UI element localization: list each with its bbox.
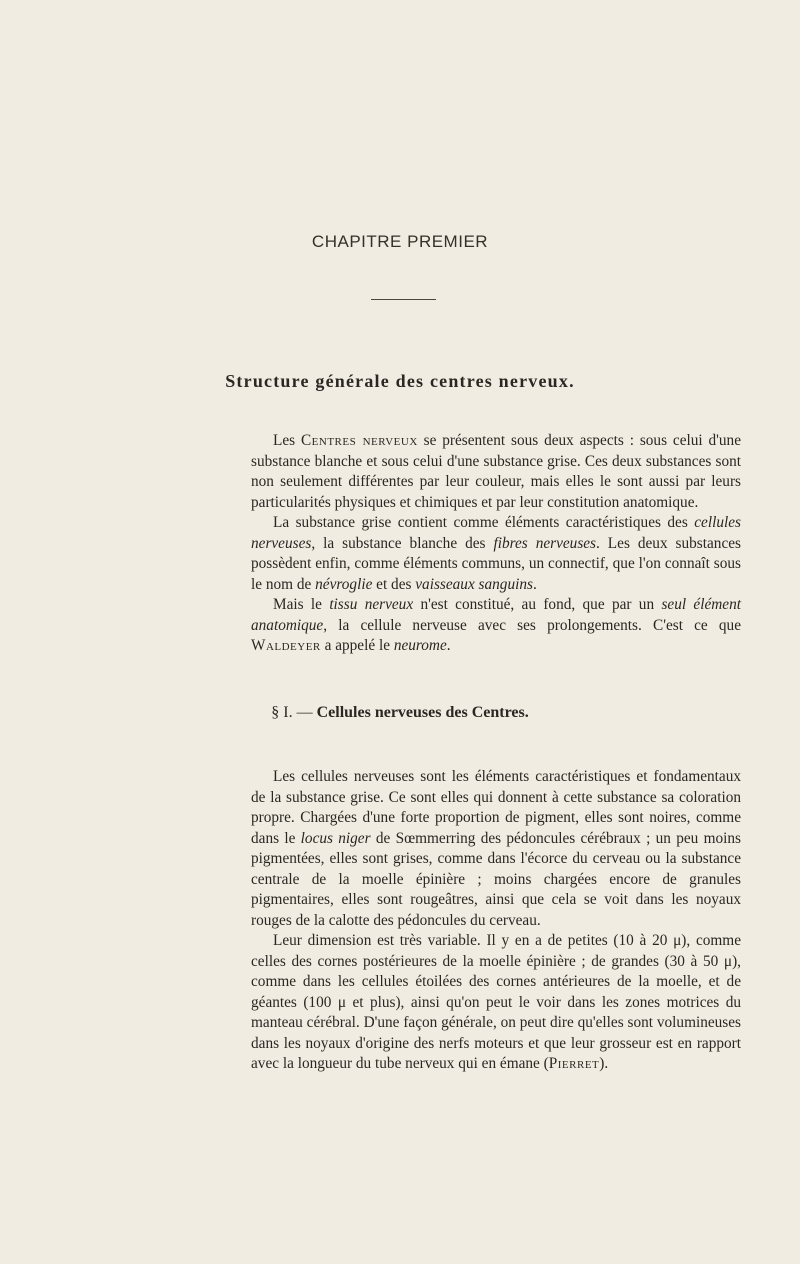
p1-smallcaps: Centres nerveux xyxy=(300,432,418,449)
p2-text-c: , la substance blanche des xyxy=(311,534,494,552)
p4-text: Les cellules nerveuses sont les éléments caractéristiques et fondamentaux de la substance grise. Ce sont elles qui donnent à cette substance sa coloration propre. Chargées d'une forte proportion de pigment, elles sont noires, comme dans le xyxy=(251,768,741,847)
section-title: Structure générale des centres nerveux. xyxy=(225,371,575,391)
p2-italic-h: vaisseaux sanguins xyxy=(415,575,533,593)
p3-text-a: Mais le xyxy=(273,596,330,613)
chapter-heading: CHAPITRE PREMIER xyxy=(311,232,489,251)
p2-italic-b: cellules nerveuses xyxy=(251,514,741,552)
p2-text-a: La substance grise contient comme éléments caractéristiques des xyxy=(273,514,695,531)
paragraph-5 xyxy=(251,931,741,1075)
p2-text-g: et des xyxy=(372,575,416,593)
p3-italic-d: seul élément anatomique xyxy=(251,596,741,634)
p2-text-e: . Les deux substances possèdent enfin, comme éléments communs, un connectif, que l'on connaît sous le nom de xyxy=(251,534,741,593)
p3-text-e: , la cellule nerveuse avec ses prolongements. C'est ce que xyxy=(323,616,741,634)
cells-text xyxy=(251,767,741,1075)
p3-italic-b: tissu nerveux xyxy=(329,596,414,613)
p4-italic: locus niger xyxy=(300,829,371,847)
section-prefix: § I. — xyxy=(271,704,317,721)
section-subtitle: Cellules nerveuses des Centres. xyxy=(316,704,529,721)
p3-italic-h: neurome xyxy=(393,637,447,654)
section-heading xyxy=(0,704,800,722)
heading-divider xyxy=(371,299,436,300)
paragraph-4 xyxy=(251,767,741,931)
p2-italic-d: fibres nerveuses xyxy=(493,534,597,552)
p3-smallcaps-f: Waldeyer xyxy=(251,637,321,654)
paragraph-3 xyxy=(251,595,741,657)
paragraph-1 xyxy=(251,431,741,513)
p2-text-i: . xyxy=(532,575,537,593)
p5-smallcaps-b: Pierret xyxy=(548,1055,600,1072)
p1-text-c: se présentent sous deux aspects : sous celui d'une substance blanche et sous celui d'une substance grise. Ces deux substances sont non seulement différentes par leur couleur, mais elles le sont aussi par leurs particularités physiques et chimiques et par leur constitution anatomique. xyxy=(251,432,741,511)
p4-text-rest: de Sœmmerring des pédoncules cérébraux ; un peu moins pigmentées, elles sont grises, comme dans l'écorce du cerveau ou la substance centrale de la moelle épinière ; moins chargées encore de granules pigmentaires, elles sont rougeâtres, ainsi que cela se voit dans les noyaux rouges de la calotte des pédoncules du cerveau. xyxy=(251,829,742,929)
p3-text-g: a appelé le xyxy=(320,637,394,654)
p1-text-a: Les xyxy=(273,432,301,449)
p3-text-c: n'est constitué, au fond, que par un xyxy=(413,596,662,613)
p5-text-a: Leur dimension est très variable. Il y en a de petites (10 à 20 μ), comme celles des cornes postérieures de la moelle épinière ; de grandes (30 à 50 μ), comme dans les cellules étoilées des cornes antérieures de la moelle, et de géantes (100 μ et plus), ainsi qu'on peut le voir dans les zones motrices du manteau cérébral. D'une façon générale, on peut dire qu'elles sont volumineuses dans les noyaux d'origine des nerfs moteurs et que leur grosseur est en rapport avec la longueur du tube nerveux qui en émane ( xyxy=(251,932,741,1072)
intro-text xyxy=(251,431,741,657)
p2-italic-f: névroglie xyxy=(315,575,373,593)
p3-text-i: . xyxy=(446,637,451,654)
paragraph-2 xyxy=(251,513,741,595)
p5-text-c: ). xyxy=(599,1055,609,1072)
